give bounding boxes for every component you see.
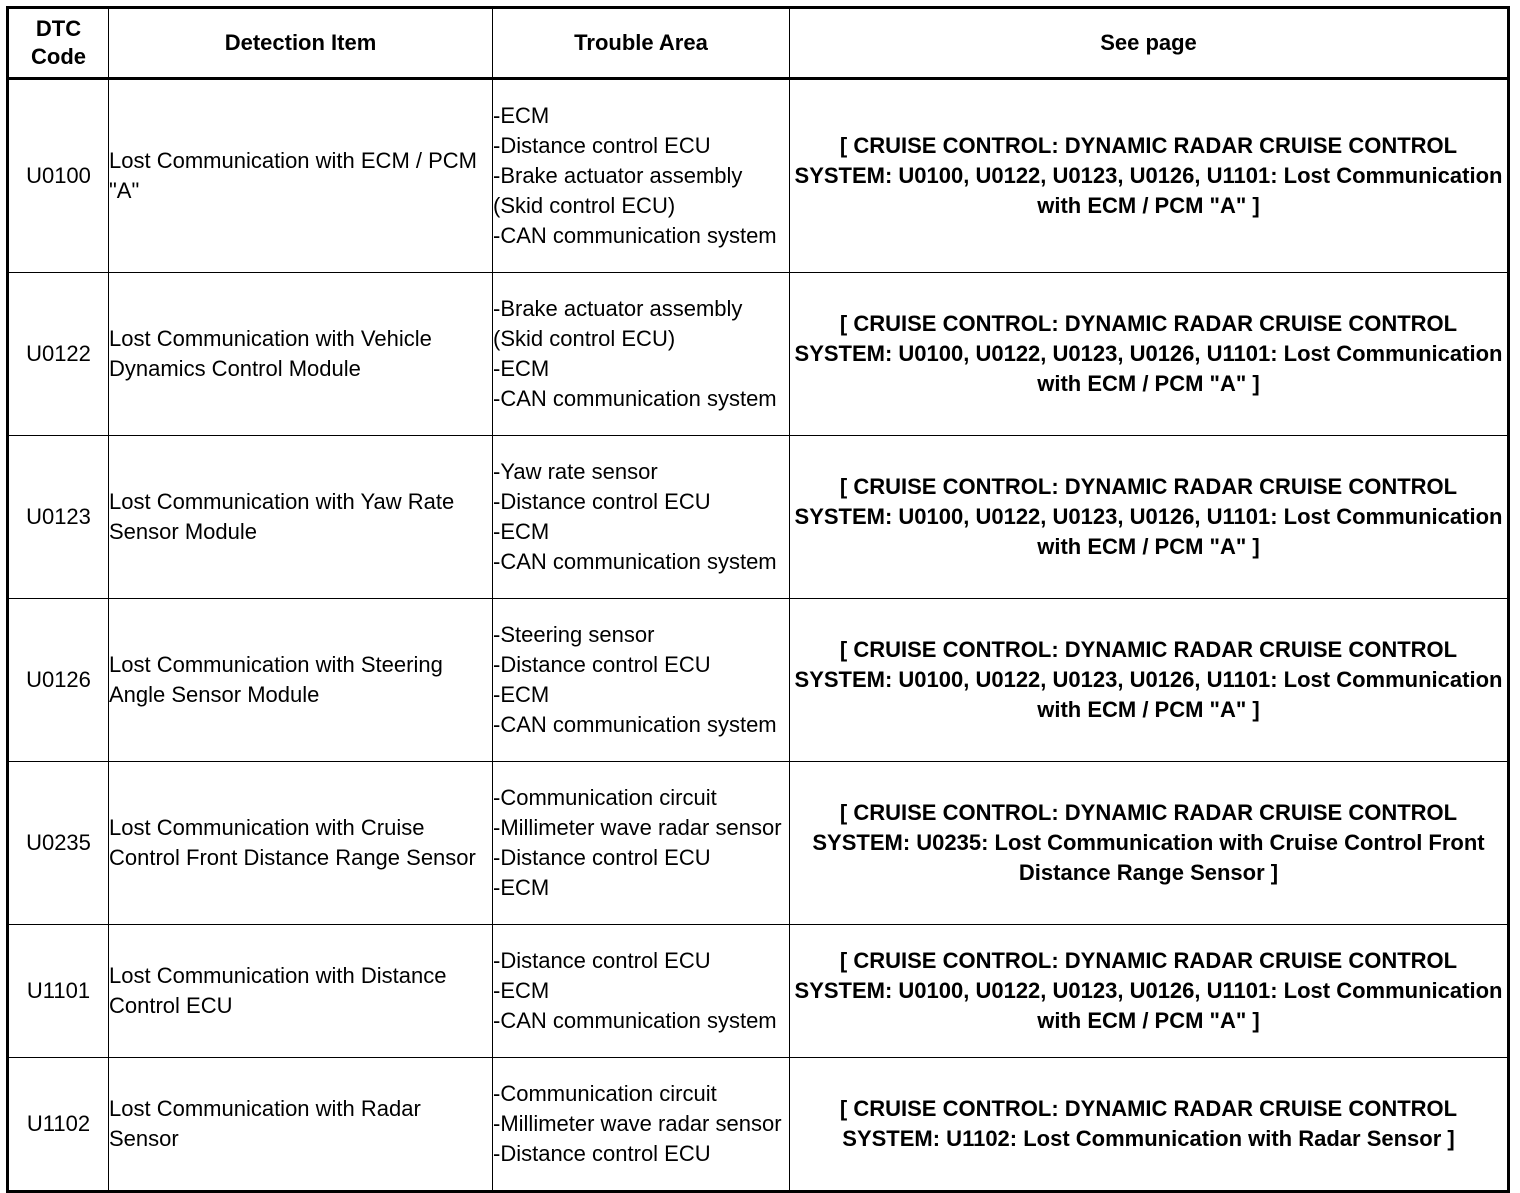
- trouble-area-line: -ECM: [493, 103, 550, 128]
- detection-item: Lost Communication with ECM / PCM "A": [109, 79, 493, 273]
- trouble-area: [493, 436, 790, 599]
- trouble-area-line: -CAN communication system: [493, 1008, 777, 1033]
- table-row: [8, 436, 1509, 599]
- dtc-code: U0100: [8, 79, 109, 273]
- trouble-area-line: -Communication circuit: [493, 1081, 717, 1106]
- trouble-area-line: -Distance control ECU: [493, 845, 711, 870]
- detection-item: Lost Communication with Yaw Rate Sensor Module: [109, 436, 493, 599]
- trouble-area-line: -Brake actuator assembly (Skid control ECU): [493, 296, 743, 351]
- trouble-area-line: -CAN communication system: [493, 386, 777, 411]
- dtc-code: U0126: [8, 599, 109, 762]
- trouble-area: [493, 273, 790, 436]
- trouble-area: [493, 79, 790, 273]
- trouble-area-line: -Millimeter wave radar sensor: [493, 815, 782, 840]
- trouble-area-line: -Brake actuator assembly (Skid control ECU): [493, 163, 743, 218]
- header-trouble-area: Trouble Area: [493, 8, 790, 79]
- trouble-area: [493, 1058, 790, 1192]
- trouble-area: [493, 599, 790, 762]
- trouble-area-line: -Distance control ECU: [493, 652, 711, 677]
- trouble-area: [493, 925, 790, 1058]
- header-row: [8, 8, 1509, 79]
- table-row: [8, 925, 1509, 1058]
- trouble-area-line: -Millimeter wave radar sensor: [493, 1111, 782, 1136]
- table-row: [8, 599, 1509, 762]
- dtc-code: U1101: [8, 925, 109, 1058]
- trouble-area-line: -ECM: [493, 978, 550, 1003]
- detection-item: Lost Communication with Cruise Control Front Distance Range Sensor: [109, 762, 493, 925]
- trouble-area-line: -Distance control ECU: [493, 133, 711, 158]
- trouble-area-line: -ECM: [493, 875, 550, 900]
- dtc-code: U1102: [8, 1058, 109, 1192]
- trouble-area: [493, 762, 790, 925]
- trouble-area-line: -Communication circuit: [493, 785, 717, 810]
- see-page-link[interactable]: [ CRUISE CONTROL: DYNAMIC RADAR CRUISE CONTROL SYSTEM: U0100, U0122, U0123, U0126, U1101: Lost Communication with ECM / PCM "A" ]: [790, 436, 1509, 599]
- see-page-link[interactable]: [ CRUISE CONTROL: DYNAMIC RADAR CRUISE CONTROL SYSTEM: U0100, U0122, U0123, U0126, U1101: Lost Communication with ECM / PCM "A" ]: [790, 599, 1509, 762]
- trouble-area-line: -ECM: [493, 682, 550, 707]
- trouble-area-line: -Distance control ECU: [493, 489, 711, 514]
- trouble-area-line: -Steering sensor: [493, 622, 655, 647]
- see-page-link[interactable]: [ CRUISE CONTROL: DYNAMIC RADAR CRUISE CONTROL SYSTEM: U1102: Lost Communication with Radar Sensor ]: [790, 1058, 1509, 1192]
- see-page-link[interactable]: [ CRUISE CONTROL: DYNAMIC RADAR CRUISE CONTROL SYSTEM: U0100, U0122, U0123, U0126, U1101: Lost Communication with ECM / PCM "A" ]: [790, 79, 1509, 273]
- detection-item: Lost Communication with Distance Control ECU: [109, 925, 493, 1058]
- trouble-area-line: -CAN communication system: [493, 549, 777, 574]
- see-page-link[interactable]: [ CRUISE CONTROL: DYNAMIC RADAR CRUISE CONTROL SYSTEM: U0235: Lost Communication with Cruise Control Front Distance Range Sensor ]: [790, 762, 1509, 925]
- header-detection-item: Detection Item: [109, 8, 493, 79]
- trouble-area-line: -CAN communication system: [493, 223, 777, 248]
- trouble-area-line: -CAN communication system: [493, 712, 777, 737]
- see-page-link[interactable]: [ CRUISE CONTROL: DYNAMIC RADAR CRUISE CONTROL SYSTEM: U0100, U0122, U0123, U0126, U1101: Lost Communication with ECM / PCM "A" ]: [790, 273, 1509, 436]
- table-row: [8, 273, 1509, 436]
- detection-item: Lost Communication with Vehicle Dynamics Control Module: [109, 273, 493, 436]
- dtc-code: U0235: [8, 762, 109, 925]
- detection-item: Lost Communication with Steering Angle Sensor Module: [109, 599, 493, 762]
- trouble-area-line: -Distance control ECU: [493, 948, 711, 973]
- dtc-code: U0122: [8, 273, 109, 436]
- table-row: [8, 762, 1509, 925]
- dtc-table: [6, 6, 1510, 1193]
- dtc-code: U0123: [8, 436, 109, 599]
- table-row: [8, 1058, 1509, 1192]
- detection-item: Lost Communication with Radar Sensor: [109, 1058, 493, 1192]
- header-dtc-code-label: DTC Code: [31, 16, 86, 69]
- see-page-link[interactable]: [ CRUISE CONTROL: DYNAMIC RADAR CRUISE CONTROL SYSTEM: U0100, U0122, U0123, U0126, U1101: Lost Communication with ECM / PCM "A" ]: [790, 925, 1509, 1058]
- trouble-area-line: -Distance control ECU: [493, 1141, 711, 1166]
- trouble-area-line: -ECM: [493, 519, 550, 544]
- trouble-area-line: -ECM: [493, 356, 550, 381]
- header-dtc-code: [8, 8, 109, 79]
- trouble-area-line: -Yaw rate sensor: [493, 459, 658, 484]
- table-row: [8, 79, 1509, 273]
- header-see-page: See page: [790, 8, 1509, 79]
